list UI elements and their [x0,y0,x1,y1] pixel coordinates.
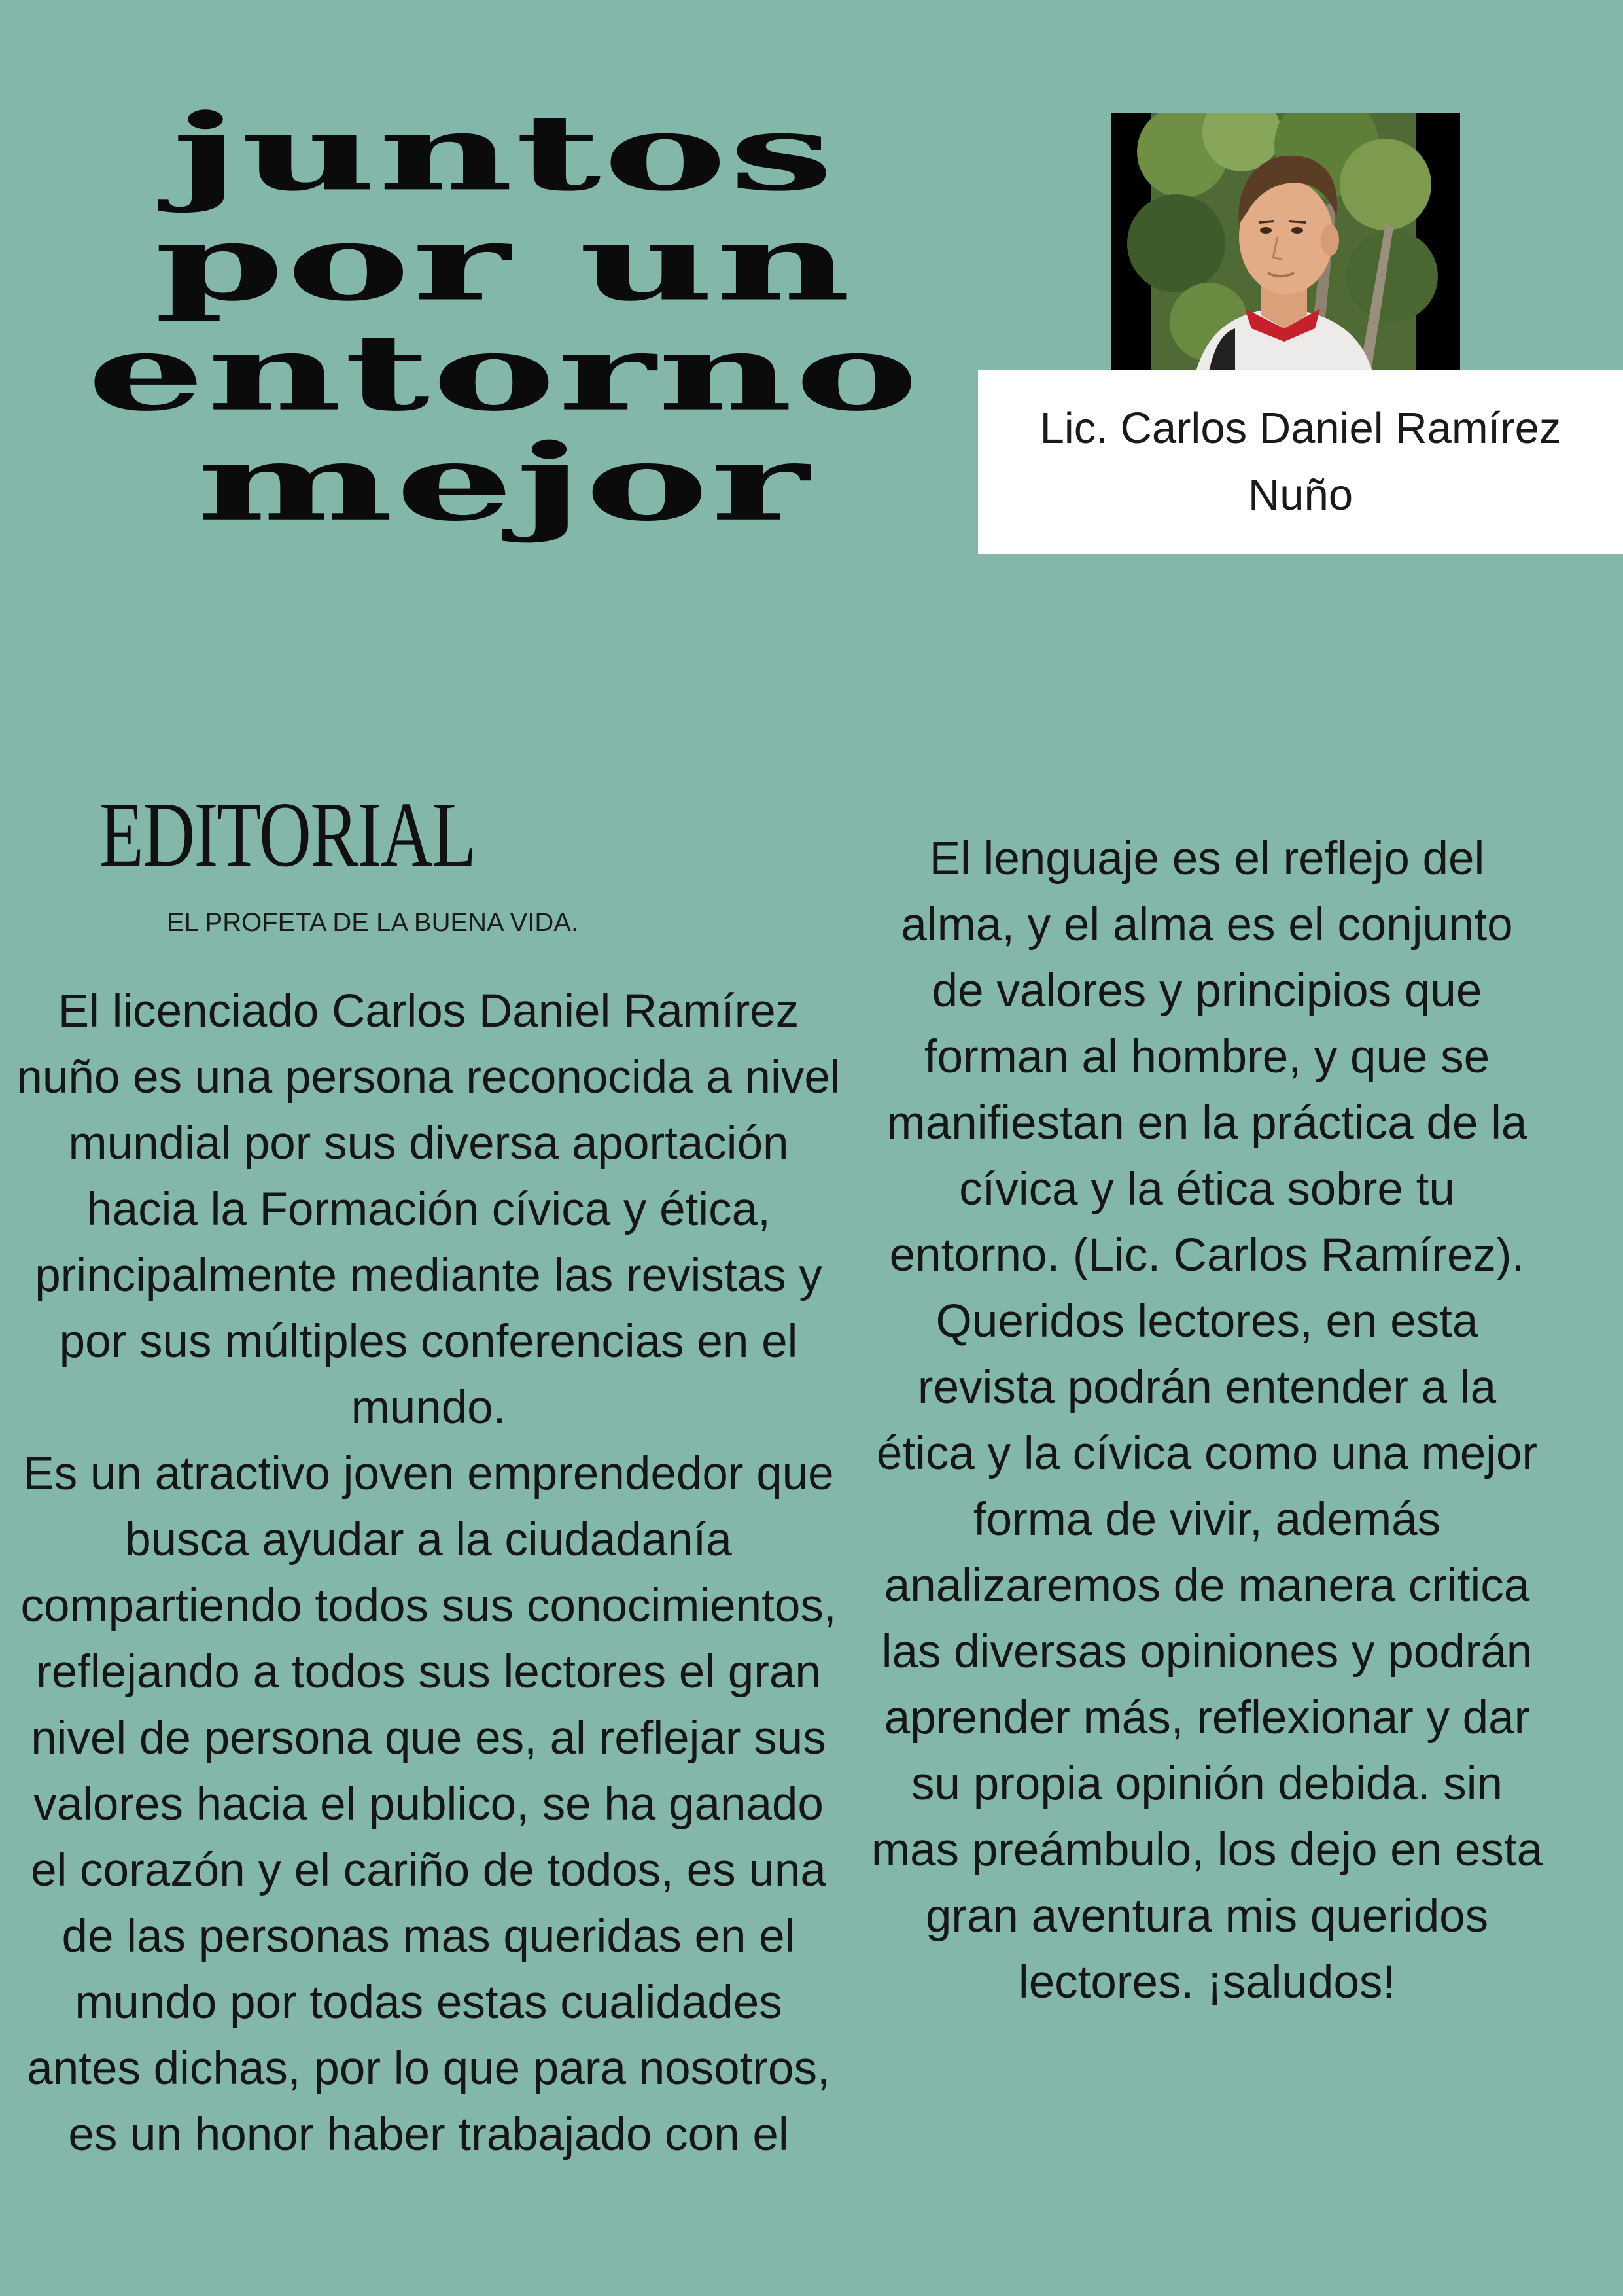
masthead-title-line-2: por un [154,201,853,325]
profile-caption: Lic. Carlos Daniel Ramírez Nuño [1039,404,1562,520]
left-paragraph-2: Es un atractivo joven emprendedor que busca ayudar a la ciudadanía compartiendo todos sus conocimientos, reflejando a todos sus lectores el gran nivel de persona que es, al reflejar sus valores hacia el publico, se ha ganado el corazón y el cariño de todos, es una de las personas mas queridas en el mundo por todas estas cualidades antes dichas, por lo que para nosotros, es un honor haber trabajado con el [20,1448,837,2161]
editorial-left-column [13,978,844,2168]
masthead-title-line-1: juntos [171,91,836,215]
portrait-photo-icon [1111,113,1460,372]
right-paragraph-2: Queridos lectores, en esta revista podrán entender a la ética y la cívica como una mejor forma de vivir, además analizaremos de manera critica las diversas opiniones y podrán aprender más, reflexionar y dar su propia opinión debida. sin mas preámbulo, los dejo en esta gran aventura mis queridos lectores. ¡saludos! [871,1296,1543,2008]
masthead-title-line-3: entorno [86,311,921,435]
portrait-photo [1111,113,1460,372]
profile-caption-box [978,370,1623,554]
editorial-right-column [870,826,1544,2015]
editorial-subheading: EL PROFETA DE LA BUENA VIDA. [167,908,579,937]
left-paragraph-1: El licenciado Carlos Daniel Ramírez nuño es una persona reconocida a nivel mundial por sus diversa aportación hacia la Formación cívica y ética, principalmente mediante las revistas y por sus múltiples conferencias en el mundo. [16,985,841,1434]
editorial-heading: EDITORIAL [99,783,476,886]
masthead-title-line-4: mejor [196,421,811,545]
right-paragraph-1: El lenguaje es el reflejo del alma, y el alma es el conjunto de valores y principios que forman al hombre, y que se manifiestan en la práctica de la cívica y la ética sobre tu entorno. (Lic. Carlos Ramírez). [886,833,1527,1281]
